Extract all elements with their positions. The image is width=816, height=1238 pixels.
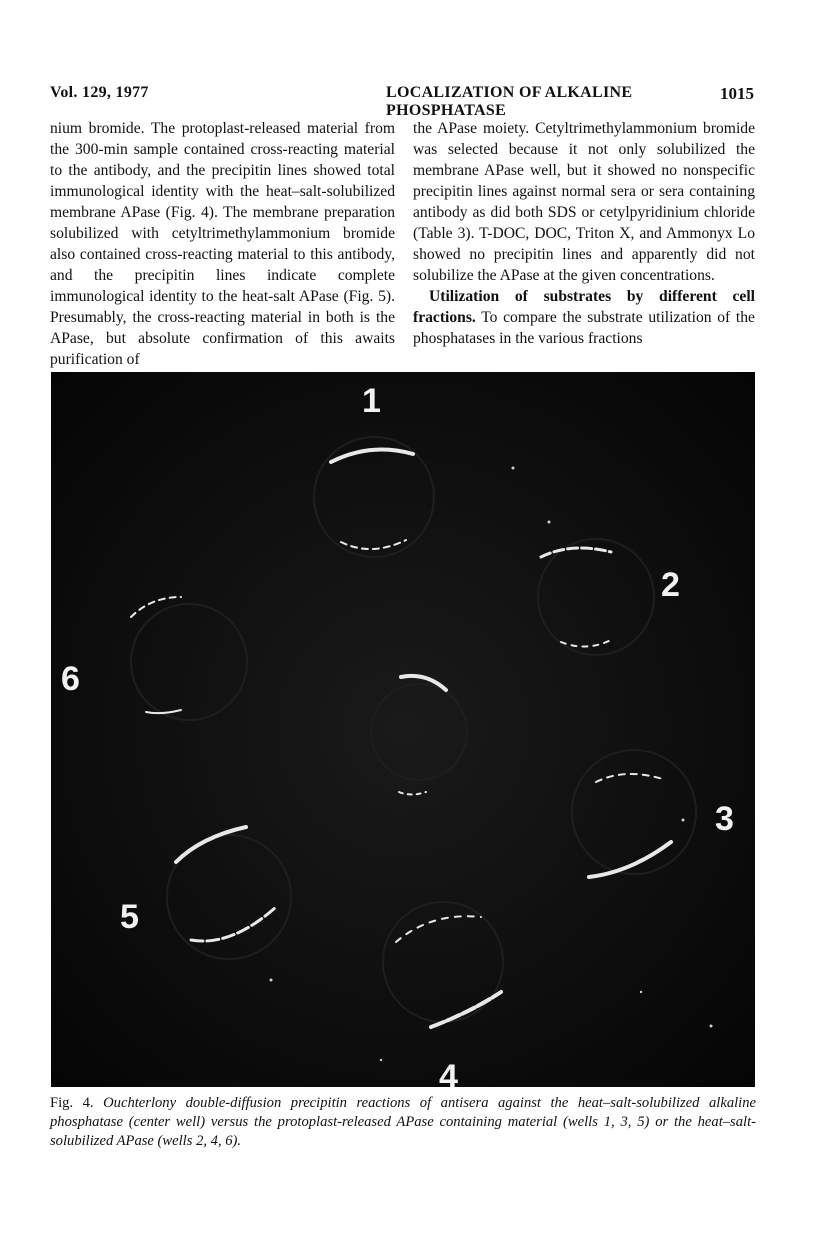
well-label-2: 2 — [661, 566, 680, 604]
volume-label: Vol. 129, 1977 — [50, 84, 149, 101]
well-label-5: 5 — [120, 898, 139, 936]
gel-diffusion-photo — [51, 372, 755, 1087]
caption-label: Fig. 4. — [50, 1095, 94, 1111]
right-paragraph-2-text: To compare the substrate utilization of the phosphatases in the various fractions — [413, 309, 755, 347]
caption-text: Ouchterlony double-diffusion precipitin reactions of antisera against the heat–salt-solubilized alkaline phosphatase (center well) versus the protoplast-released APase containing material (wells 1, 3, 5) or the heat–salt-solubilized APase (wells 2, 4, 6). — [50, 1095, 756, 1149]
well-label-1: 1 — [362, 382, 381, 420]
well-label-4: 4 — [439, 1058, 458, 1087]
right-paragraph-1: the APase moiety. Cetyltrimethylammonium bromide was selected because it not only solubilized the membrane APase well, but it showed no nonspecific precipitin lines against normal sera or sera containing antibody as did both SDS or cetylpyridinium chloride (Table 3). T-DOC, DOC, Triton X, and Ammonyx Lo showed no precipitin lines and apparently did not solubilize the APase at the given concentrations. — [413, 120, 755, 284]
page-number: 1015 — [720, 84, 754, 103]
figure-caption — [50, 1094, 756, 1151]
running-header — [50, 84, 754, 119]
right-paragraph-2 — [413, 286, 755, 349]
well-label-6: 6 — [61, 660, 80, 698]
left-paragraph: nium bromide. The protoplast-released material from the 300-min sample contained cross-reacting material to the antibody, and the precipitin lines showed total immunological identity with the heat–salt-solubilized membrane APase (Fig. 4). The membrane preparation solubilized with cetyltrimethylammonium bromide also contained cross-reacting material to this antibody, and the precipitin lines indicate complete immunological identity to the heat-salt APase (Fig. 5). Presumably, the cross-reacting material in both is the APase, but absolute confirmation of this awaits purification of — [50, 120, 395, 368]
section-heading: Utilization of substrates by different cell fractions. — [413, 288, 755, 326]
precipitin-arcs — [51, 372, 755, 1087]
left-column — [50, 118, 395, 370]
running-title: LOCALIZATION OF ALKALINE PHOSPHATASE — [386, 84, 633, 119]
well-label-3: 3 — [715, 800, 734, 838]
right-column — [413, 118, 755, 349]
